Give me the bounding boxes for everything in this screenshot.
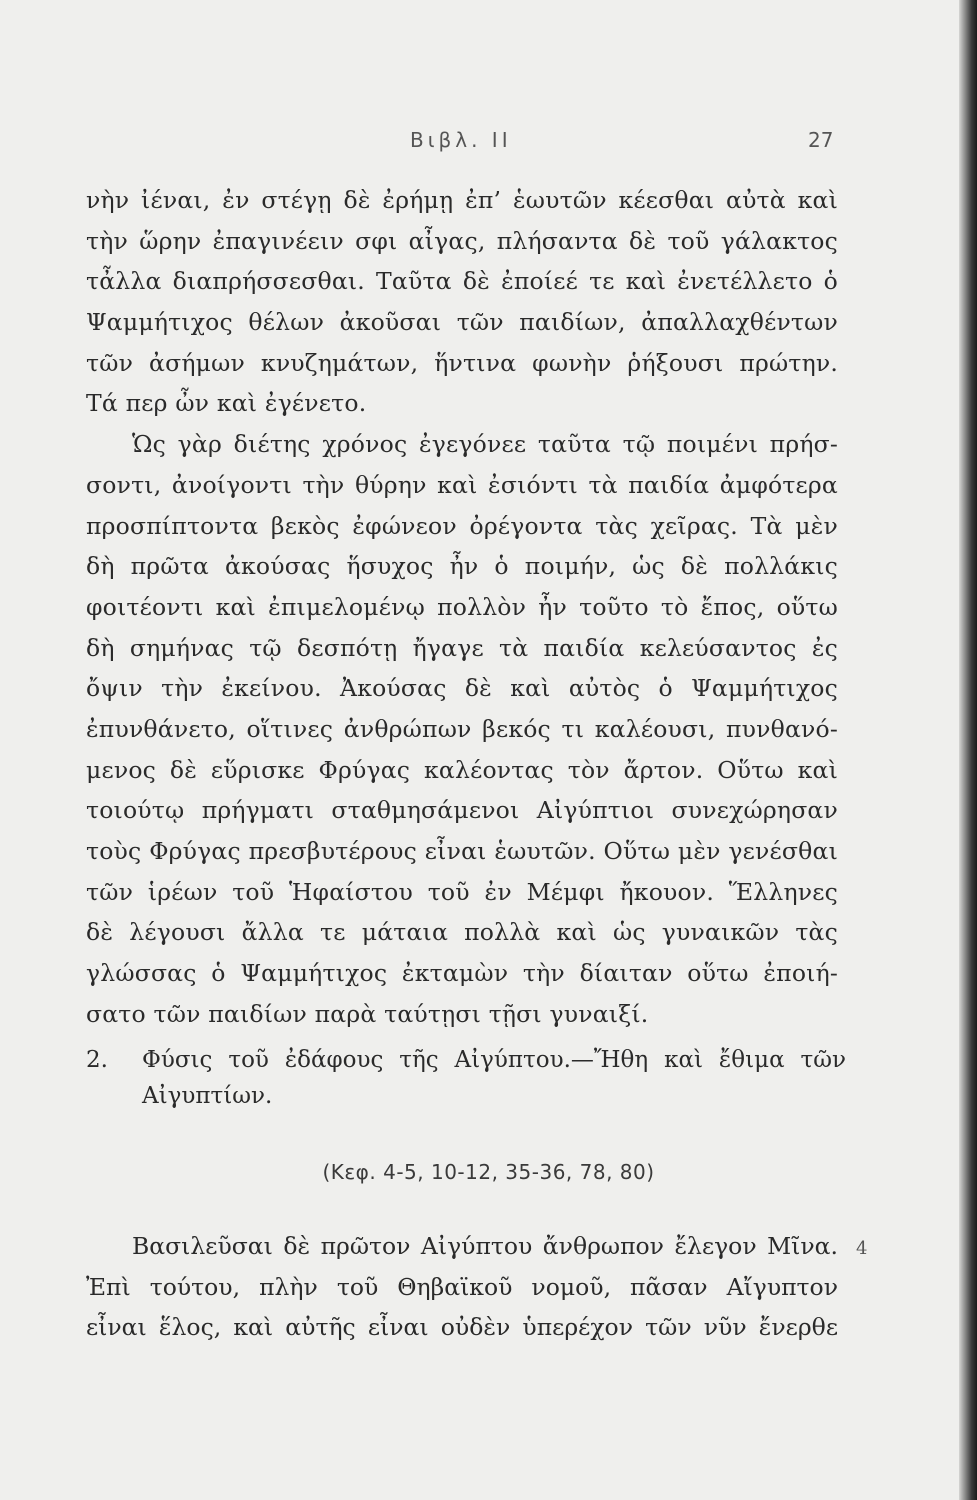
text-line: Τά περ ὦν καὶ ἐγένετο. xyxy=(86,389,367,418)
page-number: 27 xyxy=(808,128,834,152)
text-line: προσπίπτοντα βεκὸς ἐφώνεον ὀρέγοντα τὰς χεῖρας. Τὰ μὲν xyxy=(86,511,838,540)
book-spine-shadow xyxy=(959,0,977,1500)
text-line: Ὡς γὰρ διέτης χρόνος ἐγεγόνεε ταῦτα τῷ ποιμένι πρήσ- xyxy=(132,430,838,459)
text-line: ἐπυνθάνετο, οἵτινες ἀνθρώπων βεκός τι καλέουσι, πυνθανό- xyxy=(86,714,838,743)
text-line: γλώσσας ὁ Ψαμμήτιχος ἐκταμὼν τὴν δίαιταν οὕτω ἐποιή- xyxy=(86,959,838,988)
main-text xyxy=(86,180,838,1034)
text-line: Ἐπὶ τούτου, πλὴν τοῦ Θηβαϊκοῦ νομοῦ, πᾶσαν Αἴγυπτον xyxy=(86,1272,838,1301)
text-line: εἶναι ἕλος, καὶ αὐτῆς εἶναι οὐδὲν ὑπερέχον τῶν νῦν ἔνερθε xyxy=(86,1313,838,1342)
text-line: Ψαμμήτιχος θέλων ἀκοῦσαι τῶν παιδίων, ἀπαλλαχθέντων xyxy=(86,308,838,337)
page-header xyxy=(0,128,977,158)
text-line: μενος δὲ εὕρισκε Φρύγας καλέοντας τὸν ἄρτον. Οὕτω καὶ xyxy=(86,755,838,784)
section-heading xyxy=(86,1042,846,1114)
section-title-line: Αἰγυπτίων. xyxy=(142,1083,273,1109)
text-line: τοιούτῳ πρήγματι σταθμησάμενοι Αἰγύπτιοι συνεχώρησαν xyxy=(86,796,838,825)
text-line: τὴν ὥρην ἐπαγινέειν σφι αἶγας, πλήσαντα δὲ τοῦ γάλακτος xyxy=(86,226,838,255)
text-line: φοιτέοντι καὶ ἐπιμελομένῳ πολλὸν ἦν τοῦτο τὸ ἔπος, οὕτω xyxy=(86,592,838,621)
text-line: τοὺς Φρύγας πρεσβυτέρους εἶναι ἑωυτῶν. Οὕτω μὲν γενέσθαι xyxy=(86,837,838,865)
margin-chapter-number: 4 xyxy=(856,1238,868,1259)
text-line: νὴν ἰέναι, ἐν στέγῃ δὲ ἐρήμῃ ἐπ’ ἑωυτῶν κέεσθαι αὐτὰ καὶ xyxy=(86,186,838,214)
text-line: δὴ πρῶτα ἀκούσας ἥσυχος ἦν ὁ ποιμήν, ὡς δὲ πολλάκις xyxy=(86,552,838,581)
text-line: δὴ σημήνας τῷ δεσπότῃ ἤγαγε τὰ παιδία κελεύσαντος ἐς xyxy=(86,633,838,662)
section-text xyxy=(86,1226,838,1348)
text-line: τῶν ἀσήμων κνυζημάτων, ἥντινα φωνὴν ῥήξουσι πρώτην. xyxy=(86,348,838,377)
text-line: σατο τῶν παιδίων παρὰ ταύτῃσι τῇσι γυναιξί. xyxy=(86,999,649,1028)
text-line: Βασιλεῦσαι δὲ πρῶτον Αἰγύπτου ἄνθρωπον ἔλεγον Μῖνα. xyxy=(132,1232,838,1260)
text-line: τἆλλα διαπρήσσεσθαι. Ταῦτα δὲ ἐποίεέ τε καὶ ἐνετέλλετο ὁ xyxy=(86,267,838,296)
text-line: σοντι, ἀνοίγοντι τὴν θύρην καὶ ἐσιόντι τὰ παιδία ἀμφότερα xyxy=(86,470,838,499)
text-line: δὲ λέγουσι ἄλλα τε μάταια πολλὰ καὶ ὡς γυναικῶν τὰς xyxy=(86,918,838,947)
text-line: ὄψιν τὴν ἐκείνου. Ἀκούσας δὲ καὶ αὐτὸς ὁ Ψαμμήτιχος xyxy=(86,674,838,703)
chapter-reference: (Κεφ. 4-5, 10-12, 35-36, 78, 80) xyxy=(322,1160,655,1184)
text-line: τῶν ἱρέων τοῦ Ἡφαίστου τοῦ ἐν Μέμφι ἤκουον. Ἕλληνες xyxy=(86,877,838,906)
section-number: 2. xyxy=(86,1047,108,1073)
section-title-line: Φύσις τοῦ ἐδάφους τῆς Αἰγύπτου.—Ἤθη καὶ ἔθιμα τῶν xyxy=(142,1047,846,1073)
running-title: Βιβλ. II xyxy=(410,128,512,152)
